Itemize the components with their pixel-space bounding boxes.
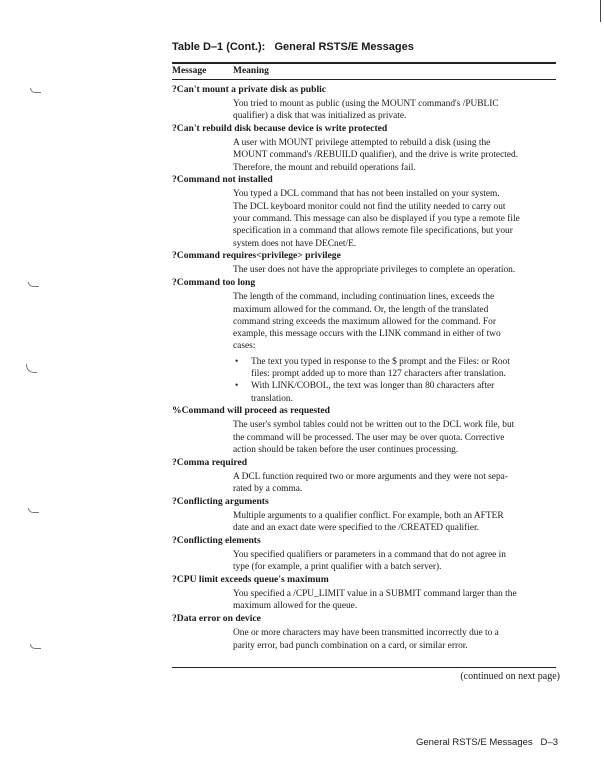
message-text: ?Comma required [172,456,248,468]
meaning-line: the command will be processed. The user may be over quota. Corrective [233,432,505,443]
meaning-text [233,137,562,174]
table-row [172,250,562,277]
meaning-line: your command. This message can also be displayed if you type a remote file [233,214,520,225]
message-text: ?Command too long [172,277,256,289]
bullet-icon: • [235,381,239,392]
scan-mark [28,508,39,513]
meaning-line: You typed a DCL command that has not been installed on your system. [233,189,500,200]
meaning-line: maximum allowed for the command. Or, the length of the translated [233,304,489,315]
scan-mark [30,644,41,649]
meaning-line: One or more characters may have been transmitted incorrectly due to a [233,628,499,639]
scan-mark [26,364,37,373]
message-text: %Command will proceed as requested [172,405,330,417]
meaning-line: A user with MOUNT privilege attempted to rebuild a disk (using the [233,138,491,149]
page-footer: General RSTS/E Messages D–3 [415,737,558,748]
meaning-line: A DCL function required two or more arguments and they were not sepa- [233,471,508,482]
message-text: ?Conflicting arguments [172,495,269,507]
meaning-line: example, this message occurs with the LINK command in either of two [233,329,501,340]
header-top-rule [172,62,556,64]
table-row [172,84,562,123]
table-row [172,123,562,174]
bullet-item [233,356,562,381]
table-row [172,174,562,250]
meaning-line: action should be taken before the user continues processing. [233,445,459,456]
table-row [172,574,562,613]
message-text: ?Data error on device [172,613,261,625]
meaning-text [233,291,562,405]
scan-mark [30,88,41,93]
bullet-line: translation. [251,393,293,404]
meaning-line: You specified qualifiers or parameters in a command that do not agree in [233,550,506,561]
meaning-line: qualifier) a disk that was initialized as private. [233,111,407,122]
message-text: ?Conflicting elements [172,535,261,547]
meaning-line: date and an exact date were specified to the /CREATED qualifier. [233,523,479,534]
header-bottom-rule [172,79,556,80]
message-text: ?Can't mount a private disk as public [172,84,327,95]
column-message: Message [172,66,207,76]
table-row [172,613,562,652]
table-row [172,405,562,456]
meaning-text [233,471,562,496]
meaning-line: maximum allowed for the queue. [233,601,358,612]
message-text: ?CPU limit exceeds queue's maximum [172,574,329,586]
meaning-text [233,549,562,574]
meaning-text [233,627,562,652]
bullet-line: files: prompt added up to more than 127 characters after translation. [251,369,506,380]
meaning-line: rated by a comma. [233,484,303,495]
meaning-line: Multiple arguments to a qualifier conflict. For example, both an AFTER [233,510,504,521]
meaning-text [233,188,562,249]
meaning-line: The length of the command, including continuation lines, exceeds the [233,292,495,303]
meaning-line: type (for example, a print qualifier with a batch server). [233,562,442,573]
table-row [172,496,562,535]
bullet-icon: • [235,356,239,367]
meaning-line: system does not have DECnet/E. [233,238,357,249]
meaning-line: specification in a command that allows remote file specifications, but your [233,226,513,237]
message-table [172,84,562,652]
table-row [172,457,562,496]
message-text: ?Command not installed [172,174,273,186]
bullet-line: With LINK/COBOL, the text was longer than 80 characters after [251,381,495,392]
table-row [172,277,562,405]
message-text: ?Command requires<privilege> privilege [172,250,341,262]
meaning-line: Therefore, the mount and rebuild operations fail. [233,162,416,173]
scan-edge [600,0,601,22]
bullet-item [233,380,562,405]
table-bottom-rule [172,667,556,668]
meaning-line: cases: [233,341,256,352]
meaning-line: You tried to mount as public (using the MOUNT command's /PUBLIC [233,99,499,109]
continued-note: (continued on next page) [460,671,560,682]
meaning-text [233,98,562,123]
meaning-line: The DCL keyboard monitor could not find the utility needed to carry out [233,201,506,212]
meaning-line: The user does not have the appropriate privileges to complete an operation. [233,265,516,276]
meaning-text [233,264,562,276]
bullet-line: The text you typed in response to the $ prompt and the Files: or Root [251,356,510,367]
meaning-line: MOUNT command's /REBUILD qualifier), and the drive is write protected. [233,150,519,161]
message-text: ?Can't rebuild disk because device is write protected [172,123,388,135]
table-title: Table D–1 (Cont.): General RSTS/E Messages [172,41,414,53]
meaning-line: command string exceeds the maximum allowed for the command. For [233,316,496,327]
meaning-text [233,510,562,535]
table-row [172,535,562,574]
meaning-line: The user's symbol tables could not be written out to the DCL work file, but [233,420,515,431]
column-meaning: Meaning [233,66,269,76]
meaning-line: You specified a /CPU_LIMIT value in a SUBMIT command larger than the [233,589,517,600]
meaning-text [233,419,562,456]
meaning-line: parity error, bad punch combination on a card, or similar error. [233,640,468,651]
bullet-list [233,356,562,405]
meaning-text [233,588,562,613]
scan-mark [28,282,39,287]
